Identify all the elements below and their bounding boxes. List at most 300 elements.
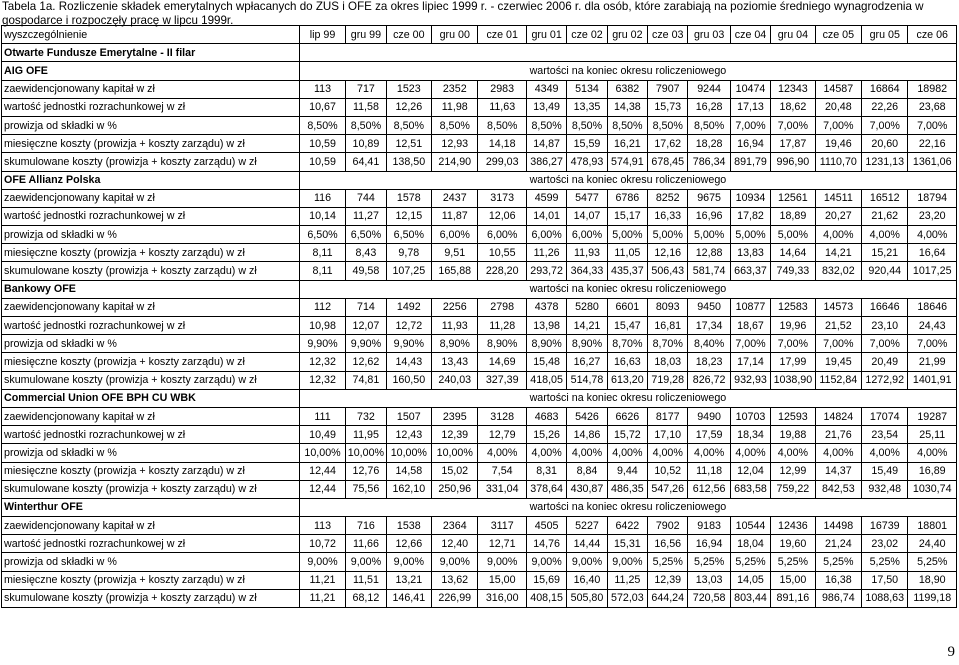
table-cell: 17,59 — [688, 426, 730, 444]
table-cell: 14,07 — [567, 207, 607, 225]
table-cell: 4378 — [526, 298, 566, 316]
table-cell: 5,25% — [730, 553, 770, 571]
table-row — [2, 116, 957, 134]
table-cell: 408,15 — [526, 589, 566, 607]
table-cell: 5,25% — [908, 553, 957, 571]
header-period: gru 01 — [526, 26, 566, 44]
table-cell: 19,88 — [771, 426, 815, 444]
table-cell: 9,90% — [299, 335, 345, 353]
table-cell: 12561 — [771, 189, 815, 207]
table-cell: 12,44 — [299, 480, 345, 498]
table-cell: 16,40 — [567, 571, 607, 589]
table-cell: 4,00% — [478, 444, 526, 462]
table-cell: 8,40% — [688, 335, 730, 353]
row-label: skumulowane koszty (prowizja + koszty zarządu) w zł — [2, 262, 300, 280]
table-cell: 7,00% — [771, 335, 815, 353]
table-cell: 111 — [299, 407, 345, 425]
table-cell: 12,79 — [478, 426, 526, 444]
table-cell: 327,39 — [478, 371, 526, 389]
table-cell: 1361,06 — [908, 153, 957, 171]
table-cell: 21,76 — [815, 426, 861, 444]
table-cell: 14,21 — [815, 244, 861, 262]
table-cell: 16646 — [862, 298, 908, 316]
table-cell: 4,00% — [607, 444, 647, 462]
table-cell: 8177 — [648, 407, 688, 425]
table-cell: 19,60 — [771, 535, 815, 553]
table-cell: 12436 — [771, 517, 815, 535]
table-cell: 14587 — [815, 80, 861, 98]
table-cell: 832,02 — [815, 262, 861, 280]
header-period: cze 05 — [815, 26, 861, 44]
table-cell: 13,21 — [386, 571, 431, 589]
table-cell: 75,56 — [346, 480, 386, 498]
header-label: wyszczególnienie — [2, 26, 300, 44]
table-row — [2, 426, 957, 444]
table-cell: 14,44 — [567, 535, 607, 553]
table-cell: 9,78 — [386, 244, 431, 262]
table-cell: 18646 — [908, 298, 957, 316]
subtitle-row — [2, 44, 957, 62]
table-cell: 15,48 — [526, 353, 566, 371]
table-row — [2, 207, 957, 225]
table-cell: 23,54 — [862, 426, 908, 444]
row-label: miesięczne koszty (prowizja + koszty zarządu) w zł — [2, 462, 300, 480]
table-cell: 10,98 — [299, 317, 345, 335]
row-label: wartość jednostki rozrachunkowej w zł — [2, 207, 300, 225]
table-cell: 11,05 — [607, 244, 647, 262]
table-cell: 14498 — [815, 517, 861, 535]
row-label: zaewidencjonowany kapitał w zł — [2, 517, 300, 535]
table-cell: 430,87 — [567, 480, 607, 498]
table-cell: 18,23 — [688, 353, 730, 371]
table-cell: 4,00% — [688, 444, 730, 462]
table-cell: 16,94 — [730, 135, 770, 153]
table-cell: 14573 — [815, 298, 861, 316]
table-cell: 11,93 — [432, 317, 478, 335]
table-cell: 12,71 — [478, 535, 526, 553]
table-cell: 4,00% — [730, 444, 770, 462]
table-cell: 10,14 — [299, 207, 345, 225]
table-cell: 11,93 — [567, 244, 607, 262]
row-label: prowizja od składki w % — [2, 335, 300, 353]
fund-name: OFE Allianz Polska — [2, 171, 300, 189]
table-cell: 11,21 — [299, 589, 345, 607]
table-cell: 293,72 — [526, 262, 566, 280]
table-cell: 228,20 — [478, 262, 526, 280]
table-cell: 9,90% — [386, 335, 431, 353]
table-cell: 1152,84 — [815, 371, 861, 389]
table-cell: 18,89 — [771, 207, 815, 225]
table-cell: 717 — [346, 80, 386, 98]
table-cell: 16,64 — [908, 244, 957, 262]
table-row — [2, 189, 957, 207]
table-cell: 1523 — [386, 80, 431, 98]
table-cell: 14,38 — [607, 98, 647, 116]
table-cell: 12,32 — [299, 371, 345, 389]
table-cell: 6,00% — [526, 226, 566, 244]
table-row — [2, 517, 957, 535]
fund-name: AIG OFE — [2, 62, 300, 80]
table-cell: 15,26 — [526, 426, 566, 444]
table-cell: 11,58 — [346, 98, 386, 116]
table-cell: 9,00% — [526, 553, 566, 571]
table-cell: 8,84 — [567, 462, 607, 480]
table-cell: 17,10 — [648, 426, 688, 444]
table-cell: 1110,70 — [815, 153, 861, 171]
table-cell: 14,76 — [526, 535, 566, 553]
table-cell: 4,00% — [567, 444, 607, 462]
table-row — [2, 553, 957, 571]
table-cell: 64,41 — [346, 153, 386, 171]
table-cell: 6,00% — [567, 226, 607, 244]
table-cell: 749,33 — [771, 262, 815, 280]
table-cell: 15,72 — [607, 426, 647, 444]
table-cell: 18801 — [908, 517, 957, 535]
table-cell: 12,72 — [386, 317, 431, 335]
table-cell: 683,58 — [730, 480, 770, 498]
table-cell: 9,51 — [432, 244, 478, 262]
row-label: miesięczne koszty (prowizja + koszty zarządu) w zł — [2, 571, 300, 589]
table-cell: 10,72 — [299, 535, 345, 553]
table-cell: 6,50% — [299, 226, 345, 244]
section-note: wartości na koniec okresu roliczeniowego — [299, 171, 956, 189]
table-cell: 4,00% — [771, 444, 815, 462]
table-cell: 486,35 — [607, 480, 647, 498]
table-cell: 5227 — [567, 517, 607, 535]
table-cell: 15,00 — [478, 571, 526, 589]
table-cell: 14,37 — [815, 462, 861, 480]
table-cell: 14,21 — [567, 317, 607, 335]
table-cell: 7902 — [648, 517, 688, 535]
table-cell: 20,48 — [815, 98, 861, 116]
header-row — [2, 26, 957, 44]
table-cell: 14,01 — [526, 207, 566, 225]
table-cell: 13,62 — [432, 571, 478, 589]
table-cell: 13,35 — [567, 98, 607, 116]
table-cell: 364,33 — [567, 262, 607, 280]
table-cell: 5426 — [567, 407, 607, 425]
table-row — [2, 371, 957, 389]
table-cell: 12583 — [771, 298, 815, 316]
table-cell: 116 — [299, 189, 345, 207]
header-period: cze 00 — [386, 26, 431, 44]
table-cell: 5134 — [567, 80, 607, 98]
table-cell: 11,21 — [299, 571, 345, 589]
table-cell: 572,03 — [607, 589, 647, 607]
table-cell: 12,04 — [730, 462, 770, 480]
table-cell: 8252 — [648, 189, 688, 207]
table-cell: 15,49 — [862, 462, 908, 480]
table-cell: 11,27 — [346, 207, 386, 225]
table-cell: 6601 — [607, 298, 647, 316]
table-cell: 12343 — [771, 80, 815, 98]
row-label: zaewidencjonowany kapitał w zł — [2, 298, 300, 316]
table-cell: 16739 — [862, 517, 908, 535]
table-cell: 8,50% — [688, 116, 730, 134]
table-cell: 9244 — [688, 80, 730, 98]
row-label: prowizja od składki w % — [2, 226, 300, 244]
table-cell: 21,52 — [815, 317, 861, 335]
table-cell: 663,37 — [730, 262, 770, 280]
table-cell: 11,66 — [346, 535, 386, 553]
table-cell: 18,90 — [908, 571, 957, 589]
table-cell: 113 — [299, 517, 345, 535]
table-cell: 226,99 — [432, 589, 478, 607]
table-cell: 5,25% — [688, 553, 730, 571]
table-cell: 891,79 — [730, 153, 770, 171]
table-row — [2, 353, 957, 371]
table-cell: 4683 — [526, 407, 566, 425]
table-cell: 19,96 — [771, 317, 815, 335]
table-cell: 9,90% — [346, 335, 386, 353]
table-cell: 18,34 — [730, 426, 770, 444]
table-cell: 514,78 — [567, 371, 607, 389]
table-cell: 15,69 — [526, 571, 566, 589]
table-cell: 1507 — [386, 407, 431, 425]
table-cell: 16,89 — [908, 462, 957, 480]
table-cell: 17,34 — [688, 317, 730, 335]
table-cell: 13,49 — [526, 98, 566, 116]
table-cell: 10544 — [730, 517, 770, 535]
table-cell: 6,50% — [346, 226, 386, 244]
table-cell: 842,53 — [815, 480, 861, 498]
table-cell: 9,00% — [478, 553, 526, 571]
table-cell: 932,48 — [862, 480, 908, 498]
table-cell: 1038,90 — [771, 371, 815, 389]
row-label: wartość jednostki rozrachunkowej w zł — [2, 98, 300, 116]
table-cell: 11,63 — [478, 98, 526, 116]
table-cell: 8,70% — [648, 335, 688, 353]
table-cell: 12,16 — [648, 244, 688, 262]
table-cell: 13,43 — [432, 353, 478, 371]
table-cell: 5,00% — [730, 226, 770, 244]
table-cell: 6,00% — [432, 226, 478, 244]
table-cell: 5280 — [567, 298, 607, 316]
table-row — [2, 335, 957, 353]
table-cell: 986,74 — [815, 589, 861, 607]
table-cell: 9490 — [688, 407, 730, 425]
table-cell: 5,25% — [771, 553, 815, 571]
table-cell: 12,32 — [299, 353, 345, 371]
table-cell: 14824 — [815, 407, 861, 425]
table-cell: 19287 — [908, 407, 957, 425]
table-cell: 2364 — [432, 517, 478, 535]
table-row — [2, 153, 957, 171]
table-cell: 613,20 — [607, 371, 647, 389]
table-cell: 18,62 — [771, 98, 815, 116]
row-label: wartość jednostki rozrachunkowej w zł — [2, 426, 300, 444]
table-cell: 14,86 — [567, 426, 607, 444]
table-cell: 9,00% — [607, 553, 647, 571]
section-row — [2, 389, 957, 407]
table-cell: 10,00% — [386, 444, 431, 462]
table-cell: 165,88 — [432, 262, 478, 280]
table-cell: 5,00% — [688, 226, 730, 244]
table-row — [2, 317, 957, 335]
table-cell: 7,00% — [908, 116, 957, 134]
table-cell: 16864 — [862, 80, 908, 98]
table-cell: 16,33 — [648, 207, 688, 225]
table-cell: 7,00% — [908, 335, 957, 353]
table-cell: 5,25% — [815, 553, 861, 571]
table-row — [2, 535, 957, 553]
table-cell: 16,28 — [688, 98, 730, 116]
header-period: gru 03 — [688, 26, 730, 44]
table-cell: 4,00% — [908, 444, 957, 462]
table-row — [2, 262, 957, 280]
table-cell: 10,00% — [432, 444, 478, 462]
header-period: lip 99 — [299, 26, 345, 44]
row-label: wartość jednostki rozrachunkowej w zł — [2, 317, 300, 335]
table-cell: 16,96 — [688, 207, 730, 225]
table-cell: 1492 — [386, 298, 431, 316]
table-cell: 547,26 — [648, 480, 688, 498]
costs-table — [1, 25, 957, 608]
table-cell: 7,00% — [862, 335, 908, 353]
table-cell: 4,00% — [862, 226, 908, 244]
table-cell: 18,04 — [730, 535, 770, 553]
table-cell: 7,00% — [730, 116, 770, 134]
table-cell: 5,00% — [771, 226, 815, 244]
header-period: cze 03 — [648, 26, 688, 44]
header-period: cze 06 — [908, 26, 957, 44]
table-cell: 8,90% — [432, 335, 478, 353]
table-cell: 12,76 — [346, 462, 386, 480]
table-cell: 505,80 — [567, 589, 607, 607]
table-cell: 19,46 — [815, 135, 861, 153]
table-cell: 6626 — [607, 407, 647, 425]
table-cell: 418,05 — [526, 371, 566, 389]
row-label: skumulowane koszty (prowizja + koszty zarządu) w zł — [2, 371, 300, 389]
table-cell: 10,00% — [346, 444, 386, 462]
table-cell: 112 — [299, 298, 345, 316]
table-cell: 3128 — [478, 407, 526, 425]
table-cell: 1231,13 — [862, 153, 908, 171]
table-cell: 17,62 — [648, 135, 688, 153]
table-cell: 3117 — [478, 517, 526, 535]
table-cell: 4349 — [526, 80, 566, 98]
table-cell: 4,00% — [648, 444, 688, 462]
table-cell: 9,00% — [299, 553, 345, 571]
table-cell: 716 — [346, 517, 386, 535]
table-cell: 10,00% — [299, 444, 345, 462]
table-cell: 7,00% — [815, 335, 861, 353]
table-cell: 18,67 — [730, 317, 770, 335]
table-cell: 8,43 — [346, 244, 386, 262]
table-cell: 23,20 — [908, 207, 957, 225]
table-cell: 16,63 — [607, 353, 647, 371]
table-cell: 9,00% — [386, 553, 431, 571]
table-cell: 17,13 — [730, 98, 770, 116]
table-cell: 15,21 — [862, 244, 908, 262]
row-label: skumulowane koszty (prowizja + koszty zarządu) w zł — [2, 153, 300, 171]
header-period: gru 05 — [862, 26, 908, 44]
table-cell: 8,50% — [648, 116, 688, 134]
table-cell: 8,50% — [346, 116, 386, 134]
table-cell: 12,62 — [346, 353, 386, 371]
table-cell: 49,58 — [346, 262, 386, 280]
table-cell: 113 — [299, 80, 345, 98]
table-cell: 8,50% — [526, 116, 566, 134]
table-cell: 644,24 — [648, 589, 688, 607]
table-row — [2, 444, 957, 462]
table-cell: 4,00% — [862, 444, 908, 462]
table-cell: 16,27 — [567, 353, 607, 371]
table-cell: 6422 — [607, 517, 647, 535]
table-cell: 12,93 — [432, 135, 478, 153]
table-row — [2, 135, 957, 153]
table-cell: 2256 — [432, 298, 478, 316]
table-cell: 299,03 — [478, 153, 526, 171]
table-cell: 12,39 — [648, 571, 688, 589]
table-cell: 240,03 — [432, 371, 478, 389]
table-cell: 8,11 — [299, 262, 345, 280]
table-cell: 15,47 — [607, 317, 647, 335]
table-cell: 9,44 — [607, 462, 647, 480]
row-label: miesięczne koszty (prowizja + koszty zarządu) w zł — [2, 135, 300, 153]
table-cell: 10474 — [730, 80, 770, 98]
section-row — [2, 498, 957, 516]
table-cell: 20,60 — [862, 135, 908, 153]
table-cell: 8093 — [648, 298, 688, 316]
table-row — [2, 571, 957, 589]
table-cell: 22,26 — [862, 98, 908, 116]
table-cell: 14,64 — [771, 244, 815, 262]
table-cell: 11,87 — [432, 207, 478, 225]
table-cell: 9675 — [688, 189, 730, 207]
table-cell: 7,00% — [815, 116, 861, 134]
header-period: gru 04 — [771, 26, 815, 44]
table-cell: 23,10 — [862, 317, 908, 335]
table-cell: 8,11 — [299, 244, 345, 262]
table-cell: 14,58 — [386, 462, 431, 480]
table-cell: 11,28 — [478, 317, 526, 335]
table-cell: 331,04 — [478, 480, 526, 498]
header-period: cze 02 — [567, 26, 607, 44]
table-cell: 1538 — [386, 517, 431, 535]
table-cell: 8,50% — [299, 116, 345, 134]
table-cell: 581,74 — [688, 262, 730, 280]
row-label: skumulowane koszty (prowizja + koszty zarządu) w zł — [2, 480, 300, 498]
table-cell: 23,02 — [862, 535, 908, 553]
table-cell: 15,02 — [432, 462, 478, 480]
table-cell: 12,99 — [771, 462, 815, 480]
table-cell: 786,34 — [688, 153, 730, 171]
table-cell: 4599 — [526, 189, 566, 207]
table-cell: 732 — [346, 407, 386, 425]
table-cell: 1030,74 — [908, 480, 957, 498]
row-label: zaewidencjonowany kapitał w zł — [2, 189, 300, 207]
table-cell: 16,38 — [815, 571, 861, 589]
table-cell: 12,06 — [478, 207, 526, 225]
table-cell: 1401,91 — [908, 371, 957, 389]
row-label: prowizja od składki w % — [2, 116, 300, 134]
table-cell: 3173 — [478, 189, 526, 207]
table-caption: Tabela 1a. Rozliczenie składek emerytalnych wpłacanych do ZUS i OFE za okres lipiec 1999 r. - czerwiec 2006 r. dla osób, które zarabiają na poziomie średniego wynagrodzenia w gospodarce i rozpoczęły pracę w lipcu 1999r. — [2, 0, 924, 27]
table-cell: 250,96 — [432, 480, 478, 498]
table-cell: 1578 — [386, 189, 431, 207]
table-cell: 12,88 — [688, 244, 730, 262]
table-cell: 14,18 — [478, 135, 526, 153]
table-cell: 720,58 — [688, 589, 730, 607]
subtitle-fill — [299, 44, 956, 62]
table-cell: 744 — [346, 189, 386, 207]
table-cell: 12,44 — [299, 462, 345, 480]
table-cell: 1088,63 — [862, 589, 908, 607]
table-cell: 12,51 — [386, 135, 431, 153]
table-cell: 15,17 — [607, 207, 647, 225]
table-cell: 12,26 — [386, 98, 431, 116]
